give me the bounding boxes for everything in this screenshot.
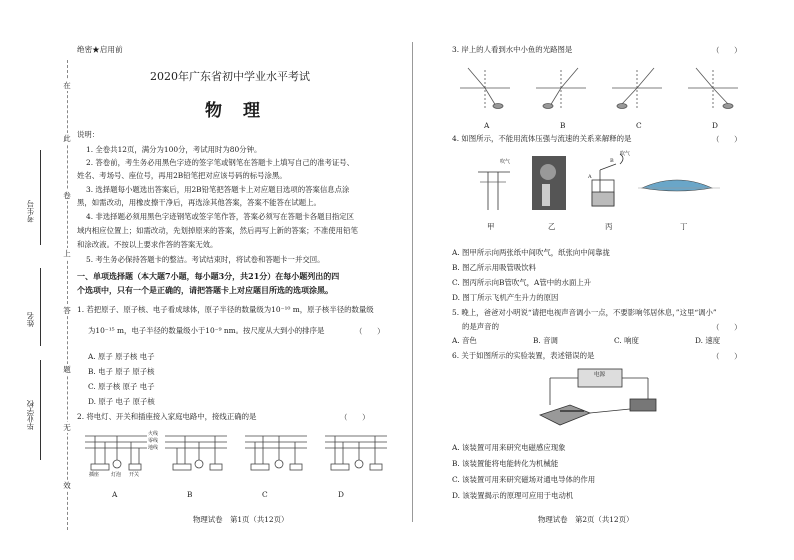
seal-char: 题 [63, 365, 71, 374]
q2-stem: 2. 将电灯、开关和插座接入家庭电路中，接线正确的是 [77, 412, 257, 421]
q5-stem-cont: 的是声音的 [462, 322, 499, 331]
name-label: 姓名 [26, 312, 35, 327]
seal-char: 无 [63, 423, 71, 432]
q1-option: B. 电子 原子 原子核 [88, 367, 155, 376]
fig-wing [638, 180, 720, 191]
seal-char: 上 [63, 249, 71, 258]
note-line: 5. 考生务必保持答题卡的整洁。考试结束时，将试卷和答题卡一并交回。 [86, 255, 325, 264]
note-line: 姓名、考场号、座位号，再用2B铅笔把对应该号码的标号涂黑。 [77, 171, 287, 180]
q2-option-label: C [262, 490, 268, 499]
device-label: 开关 [129, 472, 140, 478]
seal-char: 此 [63, 134, 71, 143]
light-path-b [536, 68, 586, 109]
q3-stem: 3. 岸上的人看到水中小鱼的光路图是 [452, 45, 573, 54]
exam-number-blank[interactable] [40, 150, 41, 245]
q4-answer-paren[interactable]: （ ） [712, 135, 742, 144]
note-line: 黑，如需改动，用橡皮擦干净后，再选涂其他答案，答案不能答在试题上。 [77, 198, 321, 207]
q5-option: D. 速度 [695, 336, 721, 345]
name-blank[interactable] [40, 268, 41, 346]
q1-option: C. 原子核 原子 电子 [88, 382, 155, 391]
q4-figures [470, 150, 750, 220]
q3-figures [460, 62, 760, 114]
q1-stem-cont: 为10⁻¹⁵ m，电子半径的数量级小于10⁻⁹ nm。按尺度从大到小的排序是 [88, 326, 325, 335]
q3-option-label: A [484, 121, 490, 130]
q2-figures [85, 430, 395, 485]
device-label: 插座 [89, 472, 100, 478]
q6-option: C. 该装置可用来研究磁场对通电导体的作用 [452, 475, 596, 484]
q5-option: C. 响度 [614, 336, 639, 345]
section-heading: 一、单项选择题（本大题7小题，每小题3分，共21分）在每小题列出的四 [77, 271, 340, 281]
q4-fig-label: 丙 [605, 222, 613, 231]
q1-stem: 1. 若把原子、原子核、电子看成球体，原子半径的数量级为10⁻¹⁰ m，原子核半径的数量级 [77, 305, 374, 314]
q6-answer-paren[interactable]: （ ） [712, 352, 742, 361]
q4-option: D. 图丁所示飞机产生升力的原因 [452, 293, 559, 302]
q6-option: D. 该装置揭示的原理可应用于电动机 [452, 491, 574, 500]
subject-title: 物 理 [205, 101, 262, 121]
note-line: 3. 选择题每小题选出答案后，用2B铅笔把答题卡上对应题目选项的答案信息点涂 [86, 185, 350, 194]
q5-option: A. 音色 [452, 336, 477, 345]
q4-fig-label: 丁 [680, 222, 688, 231]
exam-title: 2020年广东省初中学业水平考试 [150, 70, 310, 83]
q4-fig-word: 吹气 [500, 159, 511, 165]
q1-option: D. 原子 电子 原子核 [88, 397, 155, 406]
circuit-c [245, 436, 307, 470]
school-label: 毕业学校 [26, 400, 35, 430]
school-blank[interactable] [40, 360, 41, 460]
page-footer: 物理试卷 第2页（共12页） [538, 515, 634, 524]
note-line: 和涂改液。不按以上要求作答的答案无效。 [77, 240, 218, 249]
circuit-b [165, 436, 227, 470]
wire-label: 火线 [148, 431, 159, 437]
q4-fig-word: B [610, 158, 614, 164]
note-line: 2. 答卷前，考生务必用黑色字迹的签字笔或钢笔在答题卡上填写自己的准考证号、 [86, 158, 355, 167]
q2-option-label: D [338, 490, 344, 499]
seal-char: 效 [63, 481, 71, 490]
seal-char: 答 [63, 306, 71, 315]
notes-label: 说明： [77, 130, 100, 139]
page-footer: 物理试卷 第1页（共12页） [193, 515, 289, 524]
q4-fig-word: 吹气 [620, 151, 631, 157]
section-heading-cont: 个选项中，只有一个是正确的，请把答题卡上对应题目所选的选项涂黑。 [77, 285, 333, 295]
circuit-d [325, 436, 387, 470]
wire-label: 零线 [148, 438, 159, 444]
q5-stem: 5. 晚上，爸爸对小明说“请把电视声音调小一点，不要影响邻居休息，”这里“调小” [452, 308, 717, 317]
wire-label: 地线 [148, 445, 159, 451]
light-path-d [688, 68, 738, 109]
q6-option: A. 该装置可用来研究电磁感应现象 [452, 443, 566, 452]
seal-char: 卷 [63, 191, 71, 200]
q1-option: A. 原子 原子核 电子 [88, 352, 155, 361]
seal-char: 在 [63, 81, 71, 90]
q3-option-label: B [560, 121, 566, 130]
device-label: 灯泡 [111, 472, 122, 478]
q1-answer-paren[interactable]: （ ） [355, 327, 385, 336]
light-path-c [612, 68, 662, 109]
power-source-label: 电源 [594, 372, 606, 378]
q4-fig-word: A [588, 174, 592, 180]
exam-number-label: 考生号 [26, 200, 35, 223]
q4-option: C. 图丙所示向B管吹气，A管中的水面上升 [452, 278, 592, 287]
circuit-a [85, 436, 147, 470]
page-divider [412, 42, 413, 522]
light-path-a [460, 68, 510, 109]
note-line: 1. 全卷共12页，满分为100分，考试用时为80分钟。 [86, 145, 262, 154]
q4-fig-label: 乙 [548, 222, 556, 231]
q3-option-label: D [712, 121, 718, 130]
q4-option: B. 图乙所示用吸管吸饮料 [452, 263, 537, 272]
q6-stem: 6. 关于如图所示的实验装置，表述错误的是 [452, 351, 595, 360]
note-line: 域内相应位置上；如需改动，先划掉原来的答案，然后再写上新的答案；不准使用铅笔 [77, 226, 358, 235]
fig-paper [478, 172, 510, 210]
q4-fig-label: 甲 [487, 222, 495, 231]
q6-option: B. 该装置能将电能转化为机械能 [452, 459, 559, 468]
q3-light-path-diagrams [460, 62, 760, 114]
q2-option-label: B [187, 490, 193, 499]
q4-stem: 4. 如图所示，不能用流体压强与流速的关系来解释的是 [452, 134, 632, 143]
q2-answer-paren[interactable]: （ ） [340, 413, 370, 422]
q6-figure [530, 365, 670, 433]
fig-tubes [592, 154, 623, 206]
q4-option: A. 图甲所示向两张纸中间吹气，纸张向中间靠拢 [452, 248, 610, 257]
q5-answer-paren[interactable]: （ ） [712, 323, 742, 332]
q5-option: B. 音调 [533, 336, 558, 345]
seal-dashed-line [67, 60, 68, 530]
q3-answer-paren[interactable]: （ ） [712, 46, 742, 55]
note-line: 4. 非选择题必须用黑色字迹钢笔或签字笔作答，答案必须写在答题卡各题目指定区 [86, 212, 355, 221]
fig-straw [532, 156, 566, 210]
q2-option-label: A [112, 490, 118, 499]
q3-option-label: C [636, 121, 642, 130]
secret-label: 绝密★启用前 [77, 45, 123, 54]
